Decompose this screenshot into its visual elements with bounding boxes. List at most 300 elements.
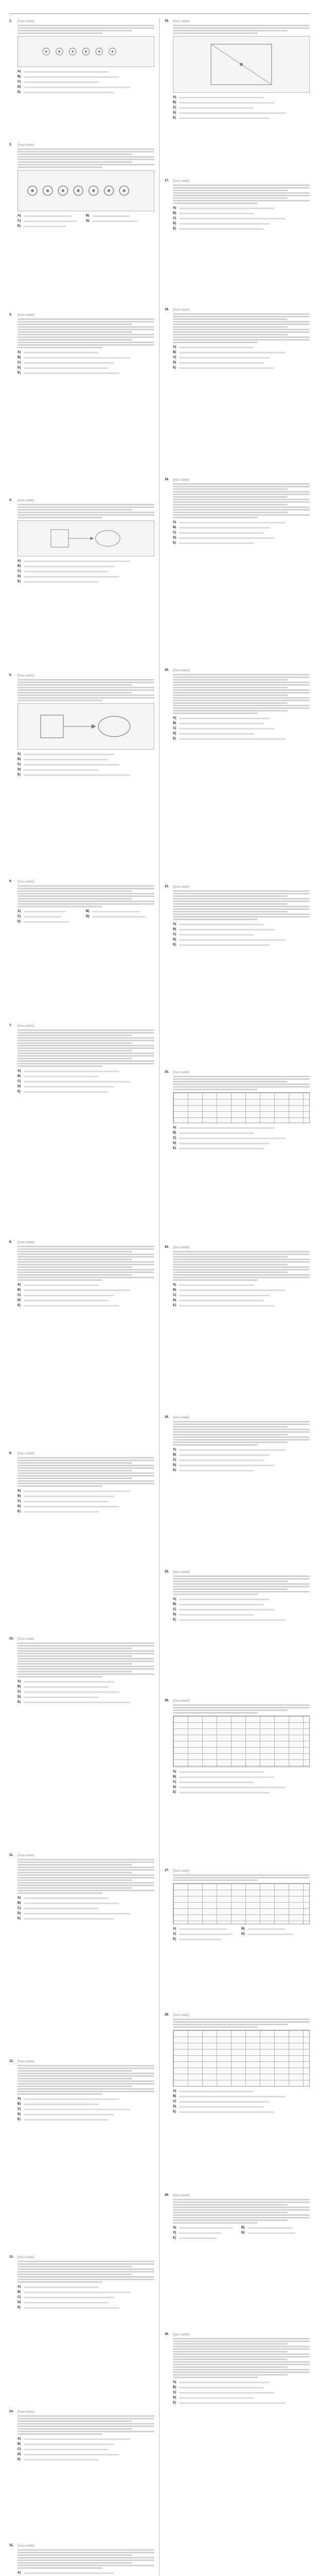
answer-choice	[17, 767, 154, 772]
answer-choice	[17, 1298, 154, 1303]
choice-text-placeholder	[24, 1686, 109, 1688]
answer-choice	[173, 115, 310, 121]
answer-choice	[17, 1901, 154, 1906]
question-text-line	[17, 1478, 132, 1479]
choice-letter: C)	[17, 2108, 21, 2111]
question-text-line	[17, 1277, 154, 1278]
question-text-placeholder: [Soru metni]	[17, 499, 34, 502]
question-text-line	[17, 517, 102, 518]
choice-text-placeholder	[24, 1496, 114, 1497]
choice-letter: C)	[17, 2448, 21, 2451]
choice-letter: C)	[17, 2296, 21, 2299]
answer-choice	[173, 942, 310, 947]
answer-choice	[17, 84, 154, 90]
answer-choice	[173, 520, 310, 525]
question-text-line	[17, 1655, 132, 1657]
question-text-line	[173, 1083, 310, 1085]
choice-letter: A)	[173, 923, 176, 926]
question-text-line	[173, 491, 310, 493]
answer-choice	[17, 2096, 154, 2102]
question-text-line	[17, 161, 132, 163]
choice-letter: A)	[173, 1448, 176, 1451]
question-number: 21.	[165, 885, 169, 888]
answer-choice	[173, 365, 310, 370]
question-text-line	[17, 2281, 102, 2283]
answer-choice	[86, 218, 154, 224]
choice-letter: C)	[173, 1294, 176, 1297]
question-body	[17, 2255, 154, 2409]
answer-choice	[173, 2225, 241, 2230]
question-text-line	[17, 2067, 154, 2069]
answer-choice	[17, 558, 154, 564]
choice-text-placeholder	[179, 1295, 270, 1296]
answer-choices	[17, 2570, 154, 2576]
question-text-placeholder: [Soru metni]	[173, 1416, 190, 1419]
question-body	[173, 478, 310, 667]
choice-letter: D)	[173, 732, 176, 735]
question-text-line	[173, 339, 310, 341]
question-text-line	[173, 687, 288, 688]
question-body	[173, 1245, 310, 1414]
choice-text-placeholder	[24, 2119, 109, 2121]
question-text-line	[17, 514, 154, 516]
choice-letter: C)	[173, 531, 176, 534]
question-text-placeholder: [Soru metni]	[173, 886, 190, 889]
answer-choice	[17, 2107, 154, 2112]
question-text-line	[173, 2019, 310, 2020]
question-text-line	[173, 1269, 310, 1270]
question-text-line	[17, 1671, 132, 1672]
question-11	[9, 1852, 154, 2058]
question-text-line	[17, 1879, 132, 1881]
answer-choice	[17, 579, 154, 584]
choice-text-placeholder	[24, 2572, 114, 2574]
question-text-line	[173, 697, 310, 699]
choice-letter: D)	[17, 86, 21, 89]
question-text-line	[17, 1279, 102, 1281]
question-text-line	[17, 334, 154, 335]
question-text-line	[17, 1648, 132, 1649]
choice-letter: B)	[86, 214, 90, 217]
choice-text-placeholder	[179, 2238, 217, 2239]
question-body	[17, 1637, 154, 1852]
question-text-line	[173, 316, 310, 317]
choice-letter: E)	[173, 2110, 176, 2113]
answer-choice	[173, 95, 310, 100]
choice-letter: A)	[17, 1489, 21, 1493]
choice-letter: E)	[17, 920, 21, 923]
choice-letter: D)	[17, 366, 21, 369]
choice-letter: B)	[86, 910, 90, 913]
choice-letter: B)	[17, 75, 21, 78]
question-text-line	[173, 1436, 310, 1438]
question-text-placeholder: [Soru metni]	[17, 2545, 34, 2548]
answer-choices	[17, 752, 154, 777]
question-text-line	[173, 1877, 310, 1878]
answer-choice	[86, 213, 154, 218]
question-table	[173, 1092, 310, 1123]
choice-letter: C)	[173, 1137, 176, 1140]
question-body	[17, 2059, 154, 2254]
question-text-line	[173, 903, 288, 905]
choice-text-placeholder	[179, 1614, 254, 1616]
left-column	[9, 18, 154, 2576]
question-text-line	[173, 674, 310, 675]
question-text-line	[173, 2204, 288, 2206]
question-5	[9, 672, 154, 878]
choice-text-placeholder	[24, 1702, 130, 1703]
question-text-line	[17, 2426, 154, 2427]
choice-letter: C)	[173, 2391, 176, 2394]
choice-text-placeholder	[24, 571, 109, 572]
question-text-line	[17, 1867, 154, 1868]
question-text-line	[17, 321, 154, 323]
answer-choice	[173, 345, 310, 350]
answer-choice	[173, 1452, 310, 1458]
answer-choice	[17, 74, 154, 79]
question-body	[17, 143, 154, 312]
choice-letter: D)	[17, 1696, 21, 1699]
choice-letter: B)	[17, 356, 21, 359]
choice-text-placeholder	[24, 92, 114, 93]
answer-choice	[173, 2390, 310, 2395]
question-text-line	[17, 1872, 132, 1873]
question-text-placeholder: [Soru metni]	[173, 2333, 190, 2336]
choice-letter: A)	[173, 1927, 176, 1930]
answer-choices	[17, 2096, 154, 2122]
question-number: 29.	[165, 2194, 169, 2197]
choice-letter: B)	[173, 2386, 176, 2389]
answer-choice	[173, 927, 310, 932]
choice-text-placeholder	[24, 1290, 130, 1291]
question-text-line	[173, 1421, 310, 1422]
question-text-line	[17, 148, 154, 150]
question-text-line	[173, 1594, 258, 1595]
answer-choice	[241, 2225, 310, 2230]
answer-choice	[17, 1499, 154, 1504]
question-1	[9, 18, 154, 142]
choice-text-placeholder	[24, 1697, 99, 1698]
choice-text-placeholder	[24, 2098, 119, 2100]
choice-text-placeholder	[24, 561, 130, 562]
choice-text-placeholder	[179, 1132, 254, 1134]
question-22	[165, 1069, 310, 1244]
question-text-line	[173, 2219, 288, 2221]
choice-letter: B)	[173, 1603, 176, 1606]
question-8	[9, 1239, 154, 1450]
question-text-line	[173, 184, 310, 186]
answer-choice	[173, 2385, 310, 2390]
choice-text-placeholder	[179, 2101, 270, 2103]
choice-text-placeholder	[24, 2454, 119, 2455]
question-text-line	[173, 496, 288, 498]
answer-choice	[173, 1125, 310, 1130]
choice-text-placeholder	[92, 916, 146, 918]
choice-letter: E)	[173, 2401, 176, 2404]
choice-text-placeholder	[179, 738, 286, 740]
question-text-line	[173, 1264, 288, 1265]
choice-letter: A)	[17, 910, 21, 913]
question-text-line	[173, 2374, 288, 2376]
answer-choices	[173, 206, 310, 231]
question-number: 25.	[165, 1570, 169, 1573]
question-text-placeholder: [Soru metni]	[173, 2014, 190, 2017]
choice-letter: D)	[17, 575, 21, 578]
choice-letter: B)	[173, 351, 176, 354]
choice-letter: B)	[17, 1902, 21, 1905]
question-text-line	[17, 1890, 154, 1891]
question-text-line	[173, 2214, 310, 2216]
choice-letter: E)	[17, 580, 21, 583]
answer-choice	[173, 1790, 310, 1795]
choice-text-placeholder	[24, 764, 119, 766]
question-text-placeholder: [Soru metni]	[173, 1571, 190, 1574]
choice-letter: E)	[17, 1701, 21, 1704]
question-text-line	[17, 2557, 154, 2558]
question-text-line	[17, 318, 154, 320]
answer-choice	[17, 1679, 154, 1684]
answer-choices	[17, 350, 154, 376]
choice-text-placeholder	[24, 2114, 114, 2115]
question-text-line	[17, 2073, 154, 2074]
choice-letter: E)	[173, 1469, 176, 1472]
answer-choice	[17, 569, 154, 574]
question-number: 12.	[9, 2060, 14, 2063]
answer-choice	[17, 2442, 154, 2447]
question-text-line	[17, 25, 154, 26]
choice-text-placeholder	[92, 221, 137, 222]
question-text-placeholder: [Soru metni]	[17, 144, 34, 147]
choice-letter: C)	[17, 1080, 21, 1083]
question-text-line	[17, 1475, 154, 1477]
question-columns	[9, 18, 310, 2576]
choice-letter: D)	[241, 2231, 245, 2234]
question-text-line	[17, 1251, 132, 1252]
question-24	[165, 1414, 310, 1569]
question-text-line	[173, 700, 310, 701]
question-text-line	[17, 344, 154, 346]
answer-choices	[173, 922, 310, 947]
question-text-line	[17, 2433, 102, 2435]
question-body	[173, 1415, 310, 1569]
choice-text-placeholder	[179, 1939, 221, 1940]
choice-letter: E)	[17, 1304, 21, 1307]
question-text-line	[17, 700, 102, 701]
question-number: 3.	[9, 313, 12, 316]
choice-letter: B)	[173, 1453, 176, 1456]
question-text-line	[17, 2274, 132, 2275]
question-number: 27.	[165, 1869, 169, 1872]
question-body	[17, 1451, 154, 1636]
choice-text-placeholder	[24, 759, 109, 760]
choice-text-placeholder	[179, 1127, 275, 1129]
answer-choice	[173, 1282, 310, 1287]
choice-text-placeholder	[179, 1290, 286, 1291]
answer-choice	[17, 2295, 154, 2300]
question-number: 6.	[9, 880, 12, 883]
choice-letter: D)	[173, 938, 176, 941]
choice-letter: D)	[86, 915, 90, 918]
choice-letter: E)	[17, 91, 21, 94]
choice-letter: C)	[17, 1690, 21, 1693]
question-text-line	[173, 692, 310, 693]
choice-text-placeholder	[179, 1143, 270, 1144]
choice-letter: C)	[173, 1933, 176, 1936]
choice-letter: E)	[173, 1618, 176, 1621]
question-text-line	[173, 702, 288, 704]
question-number: 15.	[9, 2544, 14, 2547]
choice-text-placeholder	[24, 566, 114, 567]
question-body	[173, 885, 310, 1069]
question-text-line	[173, 1078, 310, 1080]
question-text-line	[173, 908, 310, 910]
question-26	[165, 1698, 310, 1868]
question-body	[173, 668, 310, 884]
question-text-line	[173, 506, 310, 508]
answer-choice	[173, 922, 310, 927]
question-body	[173, 1699, 310, 1868]
question-body	[173, 308, 310, 477]
question-text-line	[17, 2261, 154, 2262]
question-text-line	[173, 1081, 288, 1082]
question-text-line	[173, 682, 310, 683]
choice-letter: B)	[17, 1075, 21, 1078]
answer-choice	[173, 1769, 310, 1774]
question-text-line	[17, 1869, 154, 1871]
answer-choice	[173, 1937, 241, 1942]
question-text-line	[173, 1712, 258, 1714]
question-figure	[17, 703, 154, 750]
question-text-line	[17, 1274, 132, 1276]
choice-text-placeholder	[179, 532, 264, 534]
answer-choice	[17, 2447, 154, 2452]
question-text-placeholder: [Soru metni]	[173, 1246, 190, 1249]
choice-letter: A)	[173, 346, 176, 349]
question-text-placeholder: [Soru metni]	[17, 1638, 34, 1641]
choice-letter: A)	[17, 1680, 21, 1683]
choice-letter: E)	[17, 1510, 21, 1513]
question-text-line	[173, 197, 288, 199]
answer-choice	[17, 2305, 154, 2310]
answer-choice	[173, 1468, 310, 1473]
choice-letter: B)	[173, 526, 176, 529]
question-text-line	[173, 486, 310, 487]
answer-choices	[173, 2089, 310, 2114]
answer-choice	[173, 221, 310, 226]
choice-letter: B)	[17, 1495, 21, 1498]
question-number: 28.	[165, 2013, 169, 2016]
answer-choice	[17, 919, 86, 924]
question-text-line	[173, 2369, 310, 2370]
choice-letter: C)	[173, 217, 176, 220]
answer-choices	[173, 1926, 310, 1942]
question-text-line	[173, 2351, 288, 2352]
choice-letter: C)	[173, 106, 176, 109]
answer-choice	[17, 1282, 154, 1287]
question-number: 13.	[9, 2256, 14, 2259]
question-text-line	[173, 1086, 310, 1088]
answer-choice	[173, 1774, 310, 1780]
question-text-line	[17, 2565, 154, 2566]
question-number: 7.	[9, 1024, 12, 1027]
question-text-line	[17, 1864, 132, 1866]
choice-letter: C)	[173, 1608, 176, 1611]
choice-text-placeholder	[24, 76, 119, 78]
choice-letter: A)	[173, 1283, 176, 1286]
choice-letter: D)	[17, 768, 21, 771]
question-text-line	[173, 488, 288, 490]
question-text-line	[17, 901, 154, 902]
choice-text-placeholder	[179, 924, 264, 925]
answer-choice	[173, 1447, 310, 1452]
choice-text-placeholder	[179, 1609, 275, 1611]
question-text-line	[17, 2562, 132, 2564]
choice-letter: B)	[17, 1685, 21, 1688]
question-30	[165, 2331, 310, 2548]
question-text-line	[173, 494, 310, 495]
question-text-line	[173, 1879, 258, 1881]
question-text-line	[17, 2078, 132, 2079]
question-text-line	[17, 30, 132, 31]
question-text-line	[17, 2567, 102, 2569]
question-text-line	[17, 1874, 154, 1876]
question-number: 5.	[9, 674, 12, 677]
question-text-line	[17, 2415, 154, 2417]
question-text-line	[17, 1668, 154, 1670]
question-text-line	[17, 1650, 154, 1652]
choice-text-placeholder	[24, 911, 66, 912]
question-text-line	[173, 1874, 310, 1876]
answer-choice	[17, 79, 154, 84]
choice-letter: E)	[17, 1090, 21, 1093]
question-text-placeholder: [Soru metni]	[173, 1071, 190, 1074]
question-text-line	[17, 2549, 154, 2551]
question-text-line	[173, 1431, 310, 1433]
choice-text-placeholder	[24, 769, 99, 771]
answer-choice	[173, 2089, 310, 2094]
choice-text-placeholder	[24, 362, 114, 364]
choice-letter: B)	[173, 2095, 176, 2098]
answer-choice	[173, 1287, 310, 1293]
choice-letter: C)	[173, 2100, 176, 2103]
choice-letter: B)	[17, 565, 21, 568]
answer-choices	[17, 1895, 154, 1921]
answer-choice	[17, 1293, 154, 1298]
choice-text-placeholder	[24, 2297, 114, 2298]
choice-text-placeholder	[179, 1465, 275, 1466]
question-table	[173, 1716, 310, 1767]
question-text-line	[173, 2366, 288, 2368]
question-text-line	[17, 1645, 154, 1647]
choice-letter: D)	[241, 1933, 245, 1936]
question-text-line	[17, 506, 154, 508]
answer-choice	[17, 1504, 154, 1509]
answer-choice	[17, 1084, 154, 1089]
question-text-line	[17, 1660, 154, 1662]
answer-choice	[86, 909, 154, 914]
question-text-line	[173, 512, 288, 513]
question-number: 4.	[9, 499, 12, 502]
choice-text-placeholder	[179, 1284, 254, 1286]
choice-text-placeholder	[179, 2397, 254, 2399]
choice-text-placeholder	[179, 357, 270, 359]
answer-choice	[17, 2102, 154, 2107]
answer-choice	[17, 355, 154, 360]
choice-text-placeholder	[24, 2449, 109, 2450]
choice-letter: C)	[17, 915, 21, 918]
choice-text-placeholder	[24, 1918, 114, 1920]
question-text-line	[173, 2201, 310, 2203]
